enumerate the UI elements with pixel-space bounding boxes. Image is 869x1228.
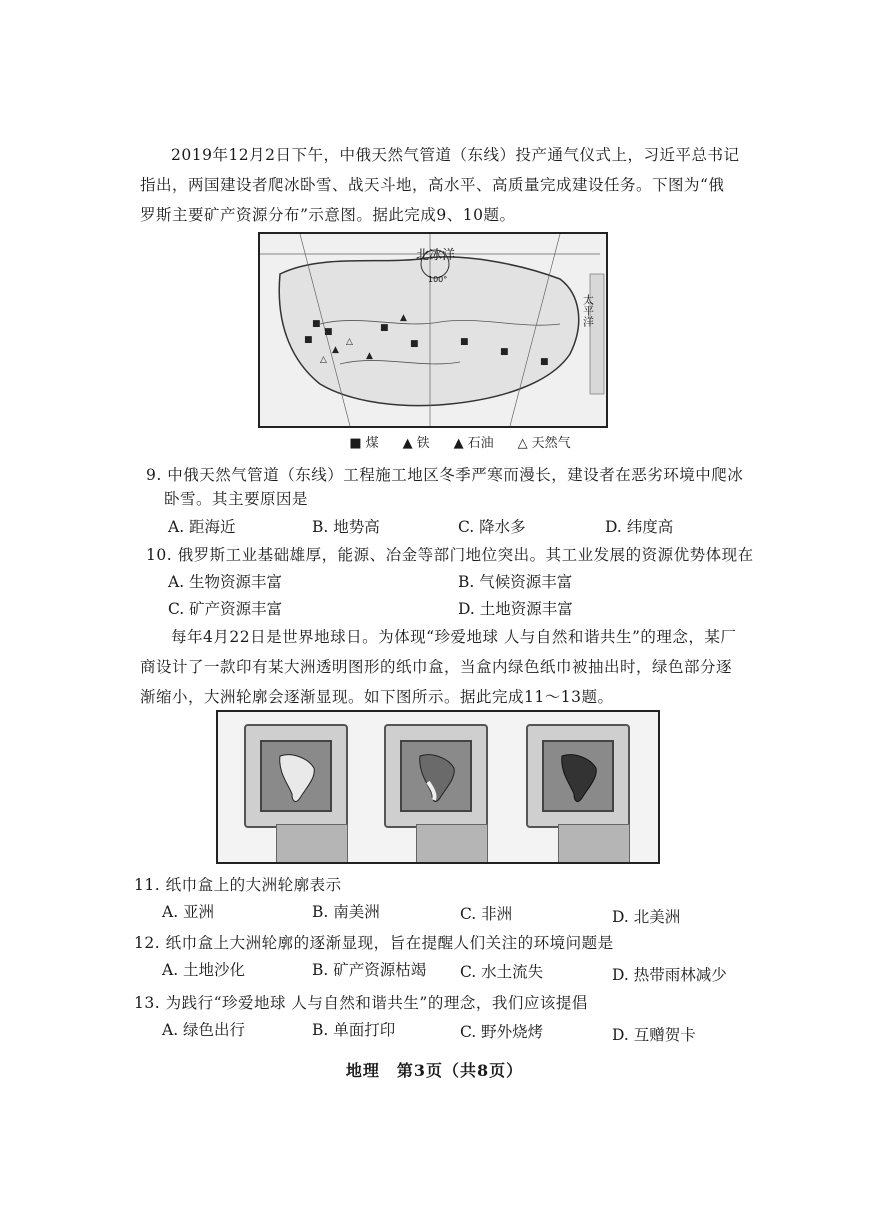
intro-paragraph-1: 2019年12月2日下午，中俄天然气管道（东线）投产通气仪式上，习近平总书记指出，两国建设者爬冰卧雪、战天斗地，高水平、高质量完成建设任务。下图为“俄罗斯主要矿产资源分布”示意图。据此完成9、10题。: [140, 146, 740, 224]
svg-text:■: ■: [460, 337, 469, 347]
russia-mineral-map: [258, 232, 608, 428]
q11-option-c: C. 非洲: [460, 905, 513, 923]
q9-option-d: D. 纬度高: [605, 518, 674, 536]
tissue-box-2: [384, 724, 488, 828]
q11-option-d: D. 北美洲: [612, 908, 681, 926]
q10-stem: 10. 俄罗斯工业基础雄厚，能源、冶金等部门地位突出。其工业发展的资源优势体现在: [146, 546, 754, 564]
legend-gas: △ 天然气: [517, 436, 571, 451]
svg-text:▲: ▲: [332, 345, 339, 355]
map-drawing: [260, 234, 606, 426]
intro-paragraph-2: 每年4月22日是世界地球日。为体现“珍爱地球 人与自然和谐共生”的理念，某厂商设计了一款印有某大洲透明图形的纸巾盒，当盒内绿色纸巾被抽出时，绿色部分逐渐缩小，大洲轮廓会逐渐显现。如下图所示。据此完成11～13题。: [140, 628, 737, 706]
q12-stem: 12. 纸巾盒上大洲轮廓的逐渐显现，旨在提醒人们关注的环境问题是: [134, 934, 614, 952]
svg-text:△: △: [320, 355, 327, 365]
q10-option-b: B. 气候资源丰富: [458, 573, 573, 591]
q13-stem: 13. 为践行“珍爱地球 人与自然和谐共生”的理念，我们应该提倡: [134, 994, 588, 1012]
q10-option-c: C. 矿产资源丰富: [168, 600, 283, 618]
q13-option-a: A. 绿色出行: [162, 1021, 246, 1039]
continent-outline-1: [262, 742, 330, 810]
q10-option-d: D. 土地资源丰富: [458, 600, 573, 618]
map-legend: [310, 432, 610, 451]
q11-stem: 11. 纸巾盒上的大洲轮廓表示: [134, 876, 342, 894]
svg-text:■: ■: [540, 357, 549, 367]
q13-option-c: C. 野外烧烤: [460, 1023, 544, 1041]
q9-option-b: B. 地势高: [312, 518, 380, 536]
q9-option-a: A. 距海近: [168, 518, 236, 536]
continent-outline-3: [544, 742, 612, 810]
tissue-box-3: [526, 724, 630, 828]
q13-option-d: D. 互赠贺卡: [612, 1026, 696, 1044]
q12-option-c: C. 水土流失: [460, 963, 544, 981]
svg-text:▲: ▲: [400, 313, 407, 323]
svg-text:▲: ▲: [366, 351, 373, 361]
q10-option-a: A. 生物资源丰富: [168, 573, 283, 591]
svg-text:■: ■: [380, 323, 389, 333]
q9-stem-line2: 卧雪。其主要原因是: [164, 490, 309, 508]
tissue-box-figure: [216, 710, 660, 864]
page-footer: 地理 第3页（共8页）: [345, 1061, 524, 1080]
svg-text:■: ■: [410, 339, 419, 349]
q11-option-a: A. 亚洲: [162, 903, 215, 921]
q11-option-b: B. 南美洲: [312, 903, 380, 921]
map-label-arctic: 北冰洋: [416, 248, 456, 263]
svg-text:■: ■: [312, 319, 321, 329]
map-label-pacific: 太平洋: [581, 294, 595, 327]
q9-stem-line1: 9. 中俄天然气管道（东线）工程施工地区冬季严寒而漫长，建设者在恶劣环境中爬冰: [146, 466, 744, 484]
legend-coal: ■ 煤: [349, 436, 379, 451]
legend-oil: ▲ 石油: [453, 436, 494, 451]
continent-outline-2: [402, 742, 470, 810]
q12-option-a: A. 土地沙化: [162, 961, 246, 979]
q12-option-b: B. 矿产资源枯竭: [312, 961, 427, 979]
svg-text:△: △: [346, 337, 353, 347]
q13-option-b: B. 单面打印: [312, 1021, 396, 1039]
svg-text:■: ■: [304, 335, 313, 345]
tissue-box-1: [244, 724, 348, 828]
q9-option-c: C. 降水多: [458, 518, 526, 536]
map-label-longitude: 100°: [428, 275, 448, 284]
svg-text:■: ■: [324, 327, 333, 337]
svg-text:■: ■: [500, 347, 509, 357]
legend-iron: ▲ 铁: [402, 436, 430, 451]
q12-option-d: D. 热带雨林减少: [612, 966, 727, 984]
